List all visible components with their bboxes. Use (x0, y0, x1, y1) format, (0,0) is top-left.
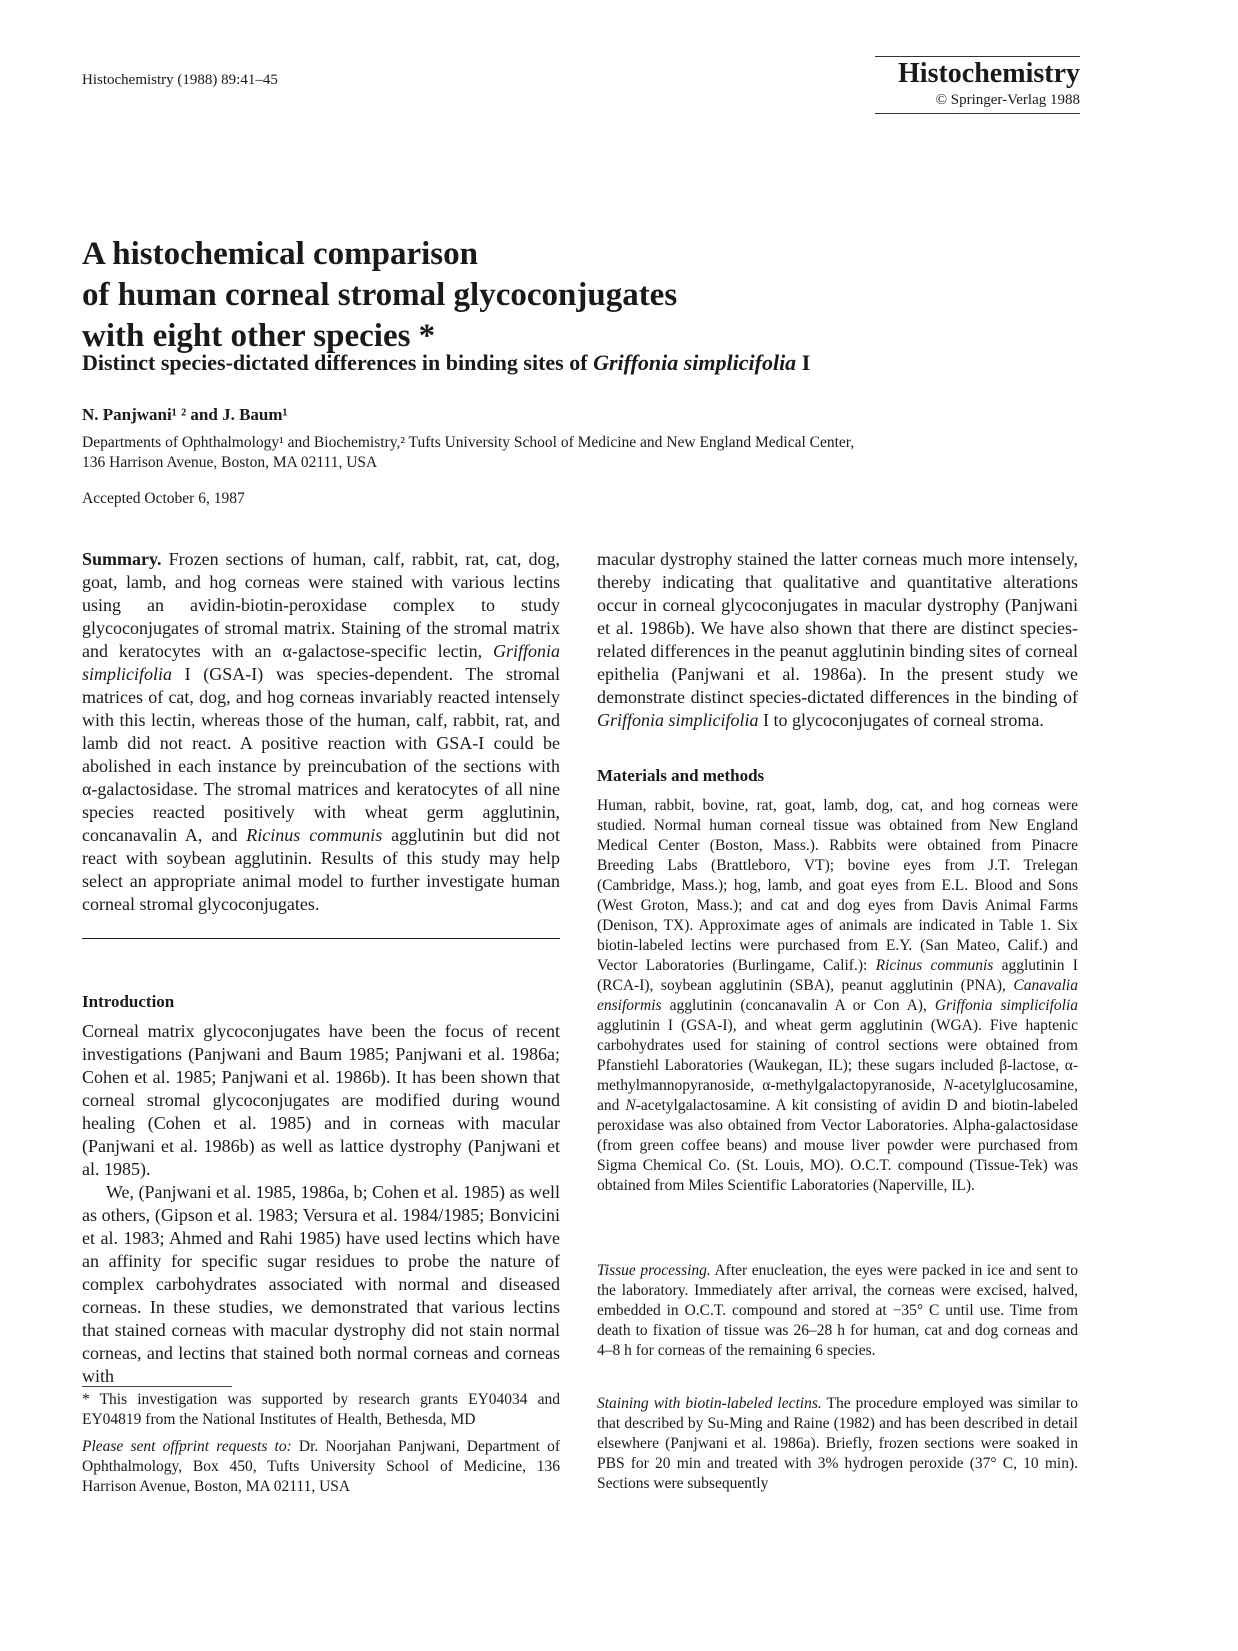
intro-cont-text-2: I to glycoconjugates of corneal stroma. (758, 710, 1044, 730)
methods-heading: Materials and methods (597, 766, 765, 785)
title-line-1: A histochemical comparison (82, 236, 478, 272)
methods-text-1: Human, rabbit, bovine, rat, goat, lamb, dog, cat, and hog corneas were studied. Normal human corneal tissue was obtained from New England Medical Center (Boston, Mass.). Rabbits were obtained from Pinacre Breeding Labs (Brattleboro, VT); bovine eyes from J.T. Trelegan (Cambridge, Mass.); hog, lamb, and goat eyes from E.L. Blood and Sons (West Groton, Mass.); and cat and dog eyes from Davis Animal Farms (Denison, TX). Approximate ages of animals are indicated in Table 1. Six biotin-labeled lectins were purchased from E.Y. (San Mateo, Calif.) and Vector Laboratories (Burlingame, Calif.): (597, 797, 1078, 974)
tissue-processing-label: Tissue processing. (597, 1262, 711, 1279)
summary-text-1: Frozen sections of human, calf, rabbit, rat, cat, dog, goat, lamb, and hog corneas were stained with various lectins using an avidin-biotin-peroxidase complex to study glycoconjugates of stromal matrix. Staining of the stromal matrix and keratocytes with an α-galactose-specific lectin, (82, 549, 560, 661)
journal-name: Histochemistry (898, 58, 1080, 89)
summary (82, 548, 560, 916)
affiliation-line-1: Departments of Ophthalmology¹ and Biochemistry,² Tufts University School of Medicine and New England Medical Center, (82, 434, 855, 451)
tissue-processing (597, 1261, 1078, 1361)
summary-text-3: agglutinin but did not react with soybean agglutinin. Results of this study may help select an appropriate animal model to further investigate human corneal stromal glycoconjugates. (82, 825, 560, 914)
staining-label: Staining with biotin-labeled lectins. (597, 1395, 822, 1412)
summary-label: Summary. (82, 549, 162, 569)
methods-italic-5: N (625, 1097, 636, 1114)
title-line-3: with eight other species * (82, 318, 436, 354)
introduction-para-1: Corneal matrix glycoconjugates have been the focus of recent investigations (Panjwani and Baum 1985; Panjwani et al. 1986a; Cohen et al. 1985; Panjwani et al. 1986b). It has been shown that corneal stromal glycoconjugates are modified during wound healing (Cohen et al. 1985) and in corneas with macular (Panjwani et al. 1986b) as well as lattice dystrophy (Panjwani et al. 1985). (82, 1021, 560, 1179)
subtitle-suffix: I (796, 350, 811, 375)
introduction-continued (597, 548, 1078, 732)
staining-section (597, 1394, 1078, 1494)
running-head: Histochemistry (1988) 89:41–45 (82, 72, 278, 88)
footnote-grant: * This investigation was supported by research grants EY04034 and EY04819 from the National Institutes of Health, Bethesda, MD (82, 1391, 560, 1428)
article-subtitle (82, 350, 982, 376)
methods-italic-4: N (943, 1077, 954, 1094)
summary-separator (82, 938, 560, 939)
summary-italic-1: Griffonia simplicifolia (82, 641, 560, 684)
journal-copyright: © Springer-Verlag 1988 (875, 91, 1080, 114)
summary-text-2: I (GSA-I) was species-dependent. The stromal matrices of cat, dog, and hog corneas invariably reacted intensely with this lectin, whereas those of the human, calf, rabbit, rat, and lamb did not react. A positive reaction with GSA-I could be abolished in each instance by preincubation of the sections with α-galactosidase. The stromal matrices and keratocytes of all nine species reacted positively with wheat germ agglutinin, concanavalin A, and (82, 664, 560, 845)
footnote-separator (82, 1386, 232, 1387)
title-line-2: of human corneal stromal glycoconjugates (82, 277, 678, 313)
methods-italic-3: Griffonia simplicifolia (934, 997, 1079, 1014)
intro-cont-text-1: macular dystrophy stained the latter corneas much more intensely, thereby indicating that qualitative and quantitative alterations occur in corneal glycoconjugates in macular dystrophy (Panjwani et al. 1986b). We have also shown that there are distinct species-related differences in the peanut agglutinin binding sites of corneal epithelia (Panjwani et al. 1986a). In the present study we demonstrate distinct species-dictated differences in the binding of (597, 549, 1079, 707)
introduction-para-2: We, (Panjwani et al. 1985, 1986a, b; Cohen et al. 1985) as well as others, (Gipson et al. 1983; Versura et al. 1984/1985; Bonvicini et al. 1983; Ahmed and Rahi 1985) have used lectins which have an affinity for specific sugar residues to probe the nature of complex carbohydrates associated with normal and diseased corneas. In these studies, we demonstrated that various lectins that stained corneas with macular dystrophy did not stain normal corneas, and lectins that stained both normal corneas and corneas with (82, 1182, 560, 1386)
authors: N. Panjwani¹ ² and J. Baum¹ (82, 405, 288, 424)
summary-italic-2: Ricinus communis (246, 825, 383, 845)
affiliation (82, 433, 1082, 473)
methods-text-4: agglutinin I (GSA-I), and wheat germ agglutinin (WGA). Five haptenic carbohydrates used for staining of control sections were obtained from Pfanstiehl Laboratories (Waukegan, IL); these sugars included β-lactose, α-methylmannopyranoside, α-methylgalactopyranoside, (597, 1017, 1078, 1094)
affiliation-line-2: 136 Harrison Avenue, Boston, MA 02111, USA (82, 454, 378, 471)
intro-cont-italic: Griffonia simplicifolia (597, 710, 759, 730)
methods-italic-2: Canavalia ensiformis (597, 977, 1078, 1014)
offprint-label: Please sent offprint requests to: (82, 1438, 292, 1455)
subtitle-prefix: Distinct species-dictated differences in binding sites of (82, 350, 594, 375)
accepted-date: Accepted October 6, 1987 (82, 490, 245, 507)
methods-text-2: agglutinin I (RCA-I), soybean agglutinin (SBA), peanut agglutinin (PNA), (597, 957, 1078, 994)
introduction (82, 1020, 560, 1388)
introduction-heading: Introduction (82, 992, 175, 1011)
article-title (82, 234, 882, 357)
methods-text-5: -acetylglucosamine, and (597, 1077, 1078, 1114)
methods-text-3: agglutinin (concanavalin A or Con A), (661, 997, 935, 1014)
methods-text (597, 796, 1078, 1196)
journal-block (875, 56, 1080, 114)
footnote-offprint (82, 1437, 560, 1497)
offprint-text: Dr. Noorjahan Panjwani, Department of Ophthalmology, Box 450, Tufts University School of Medicine, 136 Harrison Avenue, Boston, MA 02111, USA (82, 1438, 560, 1495)
methods-text-6: -acetylgalactosamine. A kit consisting of avidin D and biotin-labeled peroxidase was also obtained from Vector Laboratories. Alpha-galactosidase (from green coffee beans) and mouse liver powder were purchased from Sigma Chemical Co. (St. Louis, MO). O.C.T. compound (Tissue-Tek) was obtained from Miles Scientific Laboratories (Naperville, IL). (597, 1097, 1078, 1194)
tissue-processing-text: After enucleation, the eyes were packed in ice and sent to the laboratory. Immediately after arrival, the corneas were excised, halved, embedded in O.C.T. compound and stored at −35° C until use. Time from death to fixation of tissue was 26–28 h for human, cat and dog corneas and 4–8 h for corneas of the remaining 6 species. (597, 1262, 1078, 1359)
subtitle-italic: Griffonia simplicifolia (593, 350, 797, 375)
staining-text: The procedure employed was similar to that described by Su-Ming and Raine (1982) and has been described in detail elsewhere (Panjwani et al. 1986a). Briefly, frozen sections were soaked in PBS for 20 min and treated with 3% hydrogen peroxide (37° C, 10 min). Sections were subsequently (597, 1395, 1078, 1492)
methods-italic-1: Ricinus communis (875, 957, 994, 974)
